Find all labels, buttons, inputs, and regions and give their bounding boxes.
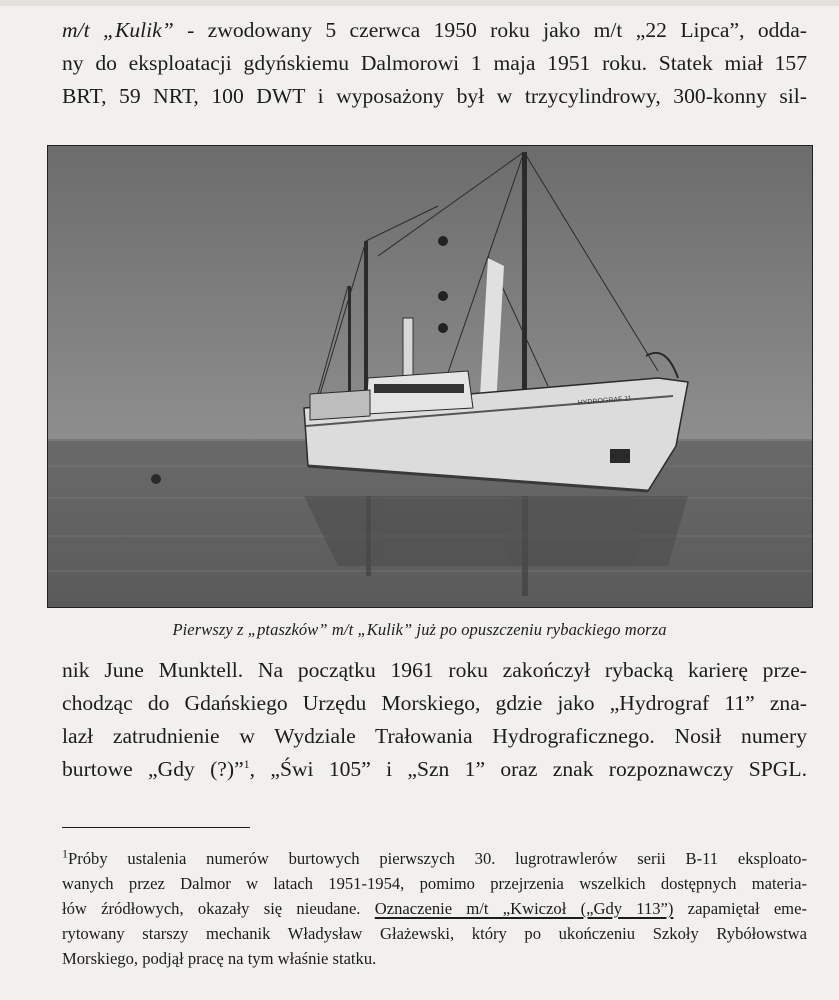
paragraph-2-line-2: chodząc do Gdańskiego Urzędu Morskiego, gdzie jako „Hydrograf 11” zna- <box>62 691 807 715</box>
hull-window <box>610 449 630 463</box>
mast-signal-2 <box>438 291 448 301</box>
footnote-line-4: rytowany starszy mechanik Władysław Głażewski, który po ukończeniu Szkoły Rybółowstwa <box>62 924 807 943</box>
paragraph-1-line-2: ny do eksploatacji gdyńskiemu Dalmorowi 1 maja 1951 roku. Statek miał 157 <box>62 51 807 75</box>
footnote-separator <box>62 827 250 828</box>
aft-mast <box>348 286 351 401</box>
mast-signal-1 <box>438 236 448 246</box>
footnote <box>62 846 807 971</box>
ship-photo-svg <box>48 146 812 607</box>
page-top-edge <box>0 0 839 6</box>
footnote-line-5: Morskiego, podjął pracę na tym właśnie statku. <box>62 949 377 968</box>
ship-name-italic: m/t „Kulik” <box>62 18 174 42</box>
fore-mast <box>364 241 368 401</box>
mast-signal-3 <box>438 323 448 333</box>
stern-deckhouse <box>310 390 370 420</box>
ship-photograph <box>47 145 813 608</box>
underlined-text: Oznaczenie m/t „Kwiczoł („Gdy 113”) <box>374 899 674 918</box>
wheelhouse-windows <box>374 384 464 393</box>
buoy <box>151 474 161 484</box>
footnote-number: 1 <box>62 846 68 861</box>
paragraph-1-line-3: BRT, 59 NRT, 100 DWT i wyposażony był w trzycylindrowy, 300-konny sil- <box>62 84 807 108</box>
footnote-line-1: $^1$Próby ustalenia numerów burtowych pierwszych 30. lugrotrawlerów serii B-11 eksploato- <box>62 846 807 868</box>
hull-marking: HYDROGRAF 11 <box>577 395 632 407</box>
paragraph-2-line-1: nik June Munktell. Na początku 1961 roku zakończył rybacką karierę prze- <box>62 658 807 682</box>
paragraph-2 <box>62 654 807 786</box>
footnote-line-2: wanych przez Dalmor w latach 1951-1954, pomimo przejrzenia wszelkich dostępnych materia- <box>62 874 807 893</box>
footnote-line-3: łów źródłowych, okazały się nieudane. Oznaczenie m/t „Kwiczoł („Gdy 113”) zapamiętał eme- <box>62 899 807 918</box>
paragraph-2-line-4: burtowe „Gdy (?)”$^1$, „Świ 105” i „Szn 1” oraz znak rozpoznawczy SPGL. <box>62 756 807 781</box>
paragraph-2-line-3: lazł zatrudnienie w Wydziale Trałowania Hydrograficznego. Nosił numery <box>62 724 807 748</box>
figure-caption: Pierwszy z „ptaszków” m/t „Kulik” już po opuszczeniu rybackiego morza <box>172 620 667 639</box>
paragraph-1-line-1: m/t „Kulik” - zwodowany 5 czerwca 1950 roku jako m/t „22 Lipca”, odda- <box>62 18 807 42</box>
main-mast <box>522 152 527 414</box>
footnote-reference: 1 <box>243 756 250 771</box>
paragraph-1 <box>62 14 807 113</box>
